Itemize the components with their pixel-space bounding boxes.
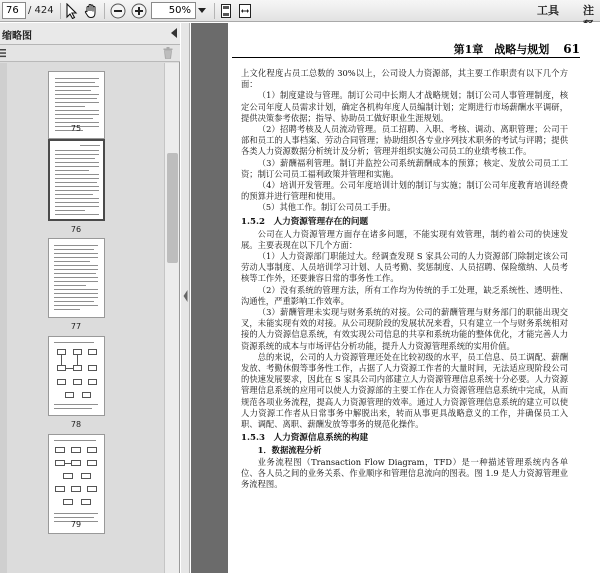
paragraph: （1）制度建设与管理。制订公司中长期人才战略规划；制订公司人事管理制度，核定公司年度人员需求计划，确定各机构年度人员编制计划；定期进行市场薪酬水平调研，提供决策参考依据；指导、协助员工做好职业生涯规划。 (241, 90, 568, 123)
thumbnail-page-76[interactable] (48, 139, 105, 221)
collapse-arrow-icon[interactable] (169, 27, 178, 39)
toolbar-separator (60, 3, 61, 19)
splitter-grip-icon[interactable] (183, 289, 188, 303)
subsection-heading: 1．数据流程分析 (257, 445, 322, 456)
document-page (228, 23, 600, 573)
zoom-out-icon[interactable] (109, 2, 127, 20)
page-number: 61 (563, 42, 580, 56)
options-icon[interactable] (0, 48, 10, 58)
fit-width-icon[interactable] (236, 2, 254, 20)
paragraph: （3）薪酬管理未实现与财务系统的对接。公司的薪酬管理与财务部门的职能出现交叉，未能实现有效的对接。从公司现阶段的发展状况来看，只有建立一个与财务系统相对接的人力资源信息系统，有效实现公司信息的共享和系统功能的整体优化，才能完善人力资源系统的成本与市场评估分析功能，提升人力资源管理系统的实用价值。 (241, 307, 568, 351)
thumbnail-page-77[interactable] (48, 238, 105, 318)
thumbnail-page-78[interactable] (48, 336, 105, 416)
paragraph: （3）薪酬福利管理。制订并监控公司系统薪酬成本的预算；核定、发放公司员工工资；制订公司员工福利政策并管理和实施。 (241, 157, 568, 179)
document-viewport[interactable] (191, 23, 600, 573)
hand-tool-icon[interactable] (82, 2, 100, 20)
thumbnail-label: 78 (70, 420, 82, 429)
thumbnail-label: 79 (70, 520, 82, 529)
paragraph: （2）招聘考核及人员流动管理。员工招聘、入职、考核、调动、离职管理；公司干部和员工的人事档案、劳动合同管理；协助组织各专业序列技术职务的考试与评聘；提供各类人力资源数据分析统计及分析；管理并组织实施公司员工的业绩考核工作。 (241, 124, 568, 157)
thumbnail-label: 77 (70, 322, 82, 331)
chapter-heading: 第1章 战略与规划 (453, 43, 550, 56)
thumbnail-panel (0, 23, 180, 573)
page-body (241, 68, 568, 490)
fit-page-icon[interactable] (217, 2, 235, 20)
zoom-input[interactable]: 50% (151, 2, 196, 19)
toolbar-separator (104, 3, 105, 19)
zoom-in-icon[interactable] (130, 2, 148, 20)
panel-edge-strip (0, 63, 7, 573)
zoom-dropdown-icon[interactable] (196, 2, 208, 19)
thumbnail-page-79[interactable] (48, 434, 105, 534)
thumbnail-label: 75 (70, 124, 82, 133)
paragraph: （4）培训开发管理。公司年度培训计划的制订与实施；制订公司年度教育培训经费的预算并进行管理和使用。 (241, 180, 568, 202)
paragraph: 上文化程度占员工总数的 30%以上，公司设人力资源部，其主要工作职责有以下几个方面： (241, 68, 568, 90)
scrollbar-thumb[interactable] (167, 153, 178, 263)
select-arrow-icon[interactable] (62, 2, 80, 20)
header-rule (232, 57, 580, 58)
thumbnail-panel-header (0, 23, 180, 45)
thumbnail-options-bar (0, 45, 180, 62)
panel-splitter[interactable] (181, 23, 190, 573)
toolbar-separator (214, 3, 215, 19)
toolbar (0, 0, 600, 22)
paragraph: （2）没有系统的管理方法，所有工作均为传统的手工处理，缺乏系统性、透明性、沟通性，严重影响工作效率。 (241, 284, 568, 306)
section-heading: 1.5.3 人力资源信息系统的构建 (241, 433, 369, 444)
page-number-input[interactable]: 76 (2, 2, 26, 19)
thumbnail-label: 76 (70, 225, 82, 234)
paragraph: （5）其他工作。制订公司员工手册。 (257, 202, 396, 213)
tools-menu[interactable]: 工具 (537, 4, 559, 17)
paragraph: （1）人力资源部门职能过大。经调查发现 S 家具公司的人力资源部门除制定该公司劳动人事制度、人员培训学习计划、人员考勤、奖惩制度、人员招聘、保险缴纳、人员考核等工作外，还要兼容日常的事务性工作。 (241, 251, 568, 284)
comment-menu[interactable]: 注 (583, 4, 594, 17)
section-heading: 1.5.2 人力资源管理存在的问题 (241, 216, 369, 227)
paragraph: 公司在人力资源管理方面存在诸多问题，不能实现有效管理，制约着公司的快速发展。主要表现在以下几个方面： (241, 228, 568, 250)
paragraph: 总的来说，公司的人力资源管理还处在比较初级的水平，员工信息、员工调配、薪酬发放、考勤休假等事务性工作，占据了人力资源工作者的大量时间，无法适应现阶段公司的快速发展要求，因此在 S 家具公司内部建立人力资源管理信息系统十分必要。人力资源管理信息系统的应用可以使人力资源部的主要工作在人力资源管理信息系统中完成，从而规范各项业务流程，提高人力资源管理的效率。通过人力资源管理信息系统的建立可以使人力资源工作者从日常事务中解脱出来，转而从事更具战略意义的工作，并确保员工入职、调配、离职、薪酬发放等事务的规范化操作。 (241, 351, 568, 430)
trash-icon[interactable] (163, 47, 173, 59)
thumbnail-panel-title: 缩略图 (2, 31, 32, 42)
thumbnail-scrollbar[interactable] (164, 63, 179, 573)
paragraph: 业务流程图（Transaction Flow Diagram，TFD）是一种描述管理系统内各单位、各人员之间的业务关系、作业顺序和管理信息流向的图表。图 1.9 是人力资源管理业务流程图。 (241, 456, 568, 489)
running-header (228, 41, 580, 57)
page-total-label: / 424 (28, 5, 54, 16)
